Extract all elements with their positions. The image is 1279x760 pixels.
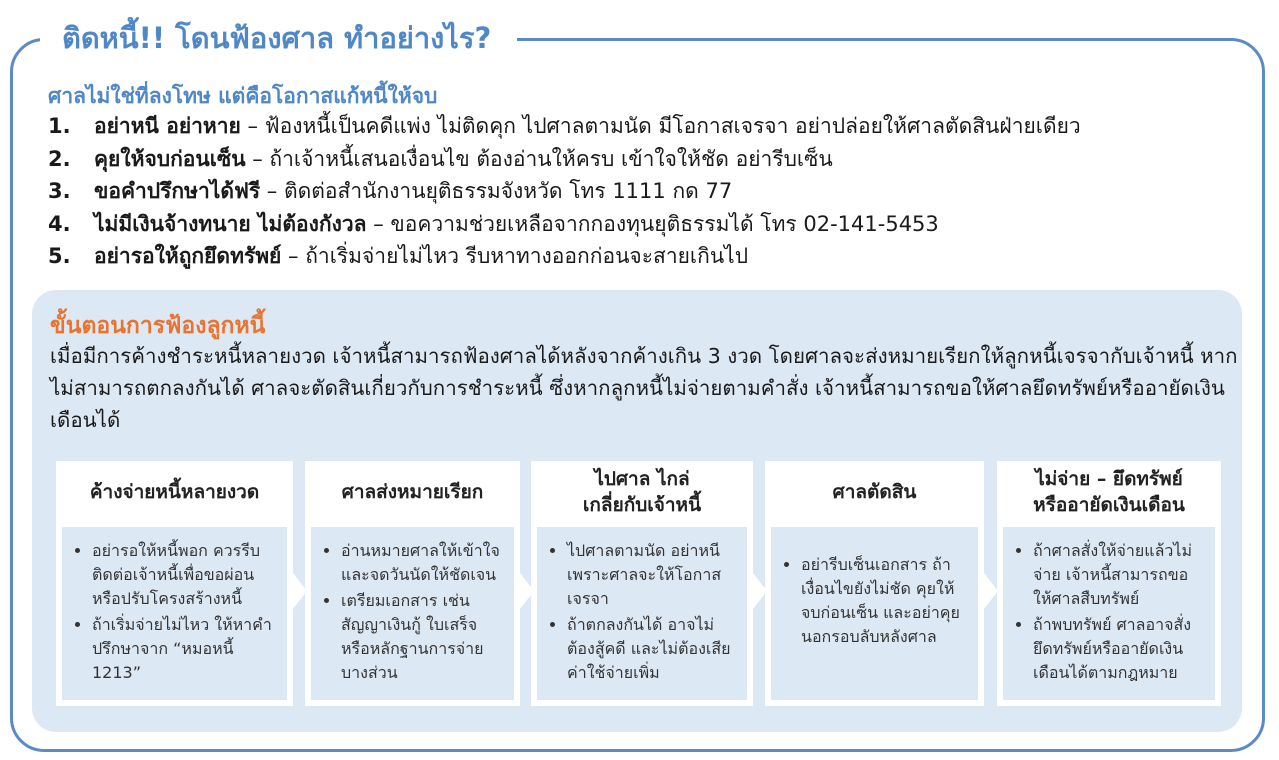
tip-highlight: อย่าหนี อย่าหาย <box>94 114 241 138</box>
step-bullet: • อ่านหมายศาลให้เข้าใจและจดวันนัดให้ชัดเจน <box>341 539 504 587</box>
step-bullet: • ถ้าพบทรัพย์ ศาลอาจสั่งยึดทรัพย์หรืออายัดเงินเดือนได้ตามกฎหมาย <box>1033 613 1205 685</box>
step-card <box>765 461 984 706</box>
tip-highlight: ขอคำปรึกษาได้ฟรี <box>94 179 261 203</box>
tip-number: 2. <box>48 146 71 171</box>
tip-number: 3. <box>48 179 71 203</box>
tip-text: – ถ้าเริ่มจ่ายไม่ไหว รีบหาทางออกก่อนจะสายเกินไป <box>281 244 749 268</box>
tip-item <box>48 240 1248 273</box>
step-bullet: • ถ้าศาลสั่งให้จ่ายแล้วไม่จ่าย เจ้าหนี้สามารถขอให้ศาลสืบทรัพย์ <box>1033 539 1205 611</box>
step-box <box>997 523 1221 706</box>
title-banner <box>40 14 517 62</box>
page-title: ติดหนี้!! โดนฟ้องศาล ทำอย่างไร? <box>62 21 492 55</box>
step-box <box>56 523 293 706</box>
step-box <box>765 523 984 706</box>
step-card <box>997 461 1221 706</box>
step-details <box>1003 527 1215 700</box>
process-steps <box>56 461 1221 706</box>
step-bullet: • เตรียมเอกสาร เช่น สัญญาเงินกู้ ใบเสร็จหรือหลักฐานการจ่ายบางส่วน <box>341 589 504 685</box>
step-title: ไปศาล ไกล่เกลี่ยกับเจ้าหนี้ <box>531 461 753 523</box>
tip-number: 1. <box>48 114 71 138</box>
tip-highlight: ไม่มีเงินจ้างทนาย ไม่ต้องกังวล <box>94 211 367 236</box>
tip-text: – ติดต่อสำนักงานยุติธรรมจังหวัด โทร 1111 กด 77 <box>260 179 733 203</box>
step-card <box>531 461 753 706</box>
tips-list <box>48 110 1248 273</box>
step-details <box>311 527 514 700</box>
arrow-right-icon <box>984 573 998 609</box>
step-bullet: • ถ้าตกลงกันได้ อาจไม่ต้องสู้คดี และไม่ต้องเสียค่าใช้จ่ายเพิ่ม <box>567 613 737 685</box>
tip-item <box>48 110 1248 143</box>
tip-highlight: อย่ารอให้ถูกยึดทรัพย์ <box>94 244 282 268</box>
tip-number: 5. <box>48 244 71 268</box>
step-box <box>305 523 520 706</box>
step-title: ศาลตัดสิน <box>765 461 984 523</box>
step-details <box>62 527 287 700</box>
tip-item <box>48 175 1248 208</box>
step-title: ไม่จ่าย – ยึดทรัพย์ หรืออายัดเงินเดือน <box>997 461 1221 523</box>
step-card <box>56 461 293 706</box>
process-heading: ขั้นตอนการฟ้องลูกหนี้ <box>50 313 266 339</box>
tip-item <box>48 208 1248 241</box>
step-box <box>531 523 753 706</box>
step-details <box>771 527 978 700</box>
step-title: ค้างจ่ายหนี้หลายงวด <box>56 461 293 523</box>
process-description: เมื่อมีการค้างชำระหนี้หลายงวด เจ้าหนี้สามารถฟ้องศาลได้หลังจากค้างเกิน 3 งวด โดยศาลจะส่งหมายเรียกให้ลูกหนี้เจรจากับเจ้าหนี้ หากไม่สามารถตกลงกันได้ ศาลจะตัดสินเกี่ยวกับการชำระหนี้ ซึ่งหากลูกหนี้ไม่จ่ายตามคำสั่ง เจ้าหนี้สามารถขอให้ศาลยึดทรัพย์หรืออายัดเงินเดือนได้ <box>50 344 1238 432</box>
step-card <box>305 461 520 706</box>
tip-number: 4. <box>48 211 71 236</box>
tip-highlight: คุยให้จบก่อนเซ็น <box>94 146 246 171</box>
tip-text: – ถ้าเจ้าหนี้เสนอเงื่อนไข ต้องอ่านให้ครบ เข้าใจให้ชัด อย่ารีบเซ็น <box>245 146 833 171</box>
tip-item <box>48 143 1248 176</box>
tip-text: – ขอความช่วยเหลือจากกองทุนยุติธรรมได้ โทร 02-141-5453 <box>366 211 939 236</box>
step-bullet: • ไปศาลตามนัด อย่าหนีเพราะศาลจะให้โอกาสเจรจา <box>567 539 737 611</box>
tip-text: – ฟ้องหนี้เป็นคดีแพ่ง ไม่ติดคุก ไปศาลตามนัด มีโอกาสเจรจา อย่าปล่อยให้ศาลตัดสินฝ่ายเดียว <box>240 114 1081 138</box>
step-bullet: • อย่ารอให้หนี้พอก ควรรีบติดต่อเจ้าหนี้เพื่อขอผ่อนหรือปรับโครงสร้างหนี้ <box>92 539 277 611</box>
step-bullet: • อย่ารีบเซ็นเอกสาร ถ้าเงื่อนไขยังไม่ชัด คุยให้จบก่อนเซ็น และอย่าคุยนอกรอบลับหลังศาล <box>801 553 968 649</box>
intro-heading: ศาลไม่ใช่ที่ลงโทษ แต่คือโอกาสแก้หนี้ให้จบ <box>48 84 438 108</box>
step-bullet: • ถ้าเริ่มจ่ายไม่ไหว ให้หาคำปรึกษาจาก “หมอหนี้ 1213” <box>92 613 277 685</box>
step-details <box>537 527 747 700</box>
step-title: ศาลส่งหมายเรียก <box>305 461 520 523</box>
